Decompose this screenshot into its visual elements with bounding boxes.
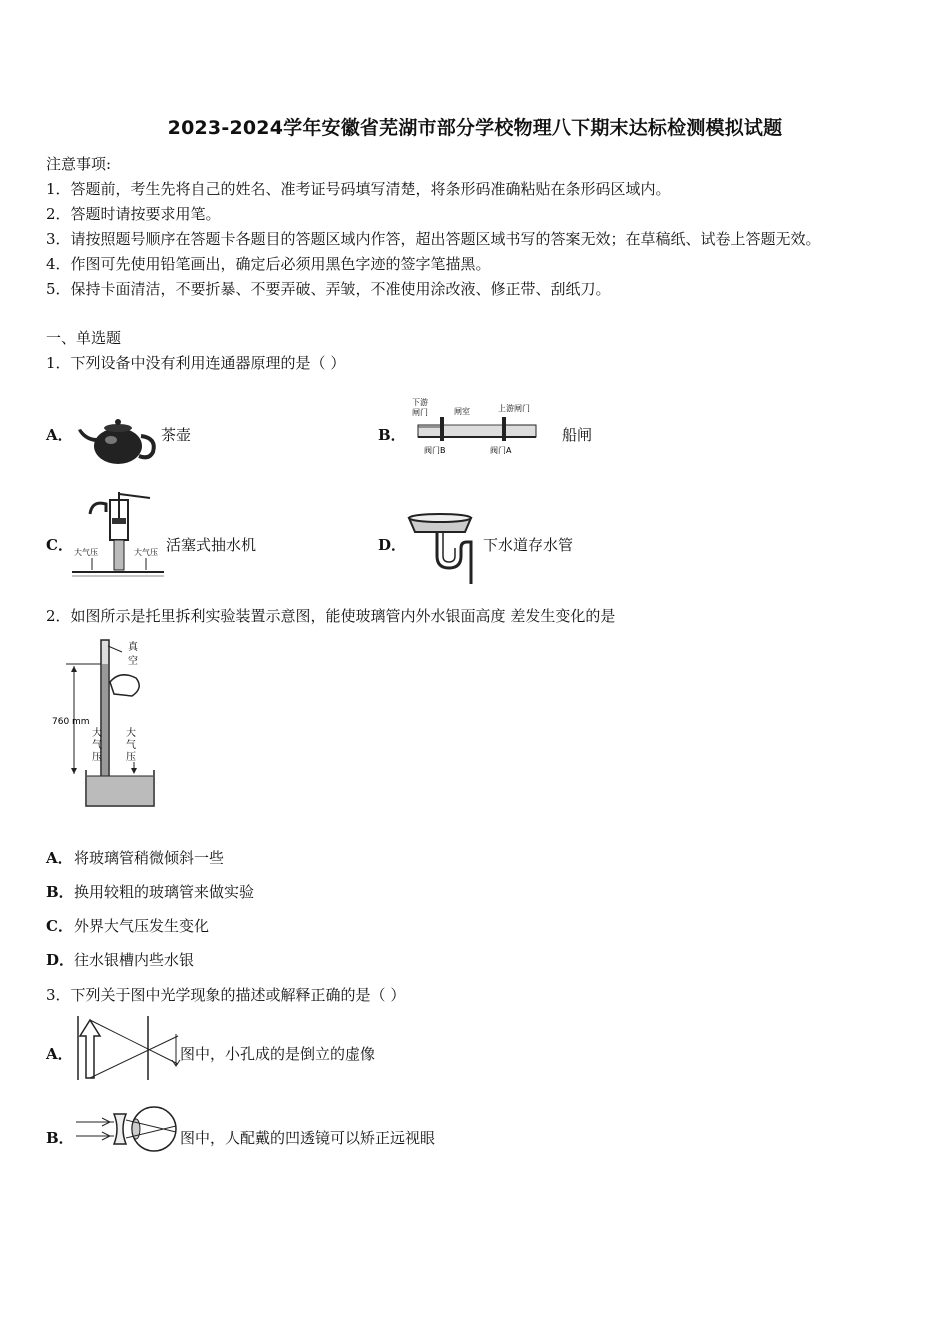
q3-option-b-text: 图中，人配戴的凹透镜可以矫正远视眼 bbox=[180, 1129, 436, 1147]
q3-option-a-letter: A． bbox=[46, 1045, 73, 1063]
notice-item-3: 3．请按照题号顺序在答题卡各题目的答题区域内作答，超出答题区域书写的答案无效；在草稿纸、试卷上答题无效。 bbox=[46, 230, 821, 248]
q2-option-b-letter: B． bbox=[46, 883, 74, 901]
torricelli-atm-right-3: 压 bbox=[126, 752, 136, 763]
torricelli-label-height: 760 mm bbox=[52, 717, 90, 727]
torricelli-atm-right-2: 气 bbox=[126, 740, 136, 751]
torricelli-atm-left-1: 大 bbox=[92, 728, 102, 739]
q3-option-a-text: 图中，小孔成的是倒立的虚像 bbox=[180, 1045, 376, 1063]
q1-option-a-letter: A． bbox=[46, 426, 73, 444]
q1-option-b-text: 船闸 bbox=[562, 426, 593, 444]
question-3-stem: 3．下列关于图中光学现象的描述或解释正确的是（ ） bbox=[46, 986, 406, 1004]
torricelli-label-vacuum-1: 真 bbox=[128, 642, 138, 653]
torricelli-atm-left-3: 压 bbox=[92, 752, 102, 763]
ship-lock-label-chamber: 闸室 bbox=[454, 407, 470, 416]
q1-option-b-letter: B． bbox=[378, 426, 406, 444]
q3-option-b-letter: B． bbox=[46, 1129, 74, 1147]
torricelli-atm-left-2: 气 bbox=[92, 740, 102, 751]
notice-heading: 注意事项: bbox=[46, 155, 112, 173]
q2-option-a-text: 将玻璃管稍微倾斜一些 bbox=[74, 849, 225, 867]
q1-option-d-letter: D． bbox=[378, 536, 407, 554]
q2-option-b-text: 换用较粗的玻璃管来做实验 bbox=[74, 883, 255, 901]
pump-label-right: 大气压 bbox=[134, 548, 158, 557]
q1-option-d-text: 下水道存水管 bbox=[483, 536, 574, 554]
notice-item-1: 1．答题前，考生先将自己的姓名、准考证号码填写清楚，将条形码准确粘贴在条形码区域内。 bbox=[46, 180, 671, 198]
q2-option-a-letter: A． bbox=[46, 849, 73, 867]
notice-item-5: 5．保持卡面清洁，不要折暴、不要弄破、弄皱，不准使用涂改液、修正带、刮纸刀。 bbox=[46, 280, 611, 298]
q2-option-c-text: 外界大气压发生变化 bbox=[74, 917, 210, 935]
question-2-stem: 2．如图所示是托里拆利实验装置示意图，能使玻璃管内外水银面高度 差发生变化的是 bbox=[46, 607, 616, 625]
torricelli-atm-right-1: 大 bbox=[126, 728, 136, 739]
notice-item-4: 4．作图可先使用铅笔画出，确定后必须用黑色字迹的签字笔描黑。 bbox=[46, 255, 491, 273]
piston-pump-figure bbox=[72, 492, 164, 582]
torricelli-figure bbox=[46, 638, 166, 813]
q2-option-d-text: 往水银槽内些水银 bbox=[74, 951, 195, 969]
drain-trap-figure bbox=[405, 512, 480, 584]
pinhole-figure bbox=[74, 1016, 180, 1080]
section-heading: 一、单选题 bbox=[46, 329, 122, 347]
q1-option-c-letter: C． bbox=[46, 536, 73, 554]
ship-lock-label-lower: 下游 bbox=[412, 398, 428, 407]
ship-lock-label-lower2: 闸门 bbox=[412, 408, 428, 417]
concave-lens-eye-figure bbox=[74, 1104, 180, 1154]
pump-label-left: 大气压 bbox=[74, 548, 98, 557]
q1-option-a-text: 茶壶 bbox=[161, 426, 192, 444]
ship-lock-label-valve-a: 阀门A bbox=[490, 446, 512, 455]
notice-item-2: 2．答题时请按要求用笔。 bbox=[46, 205, 221, 223]
q2-option-d-letter: D． bbox=[46, 951, 75, 969]
ship-lock-label-valve-b: 阀门B bbox=[424, 446, 446, 455]
ship-lock-label-upper: 上游闸门 bbox=[498, 404, 530, 413]
q2-option-c-letter: C． bbox=[46, 917, 73, 935]
question-1-stem: 1．下列设备中没有利用连通器原理的是（ ） bbox=[46, 354, 346, 372]
teapot-figure bbox=[75, 412, 160, 467]
q1-option-c-text: 活塞式抽水机 bbox=[166, 536, 257, 554]
page-title: 2023-2024学年安徽省芜湖市部分学校物理八下期末达标检测模拟试题 bbox=[167, 117, 783, 139]
torricelli-label-vacuum-2: 空 bbox=[128, 656, 138, 667]
ship-lock-figure bbox=[410, 397, 550, 457]
